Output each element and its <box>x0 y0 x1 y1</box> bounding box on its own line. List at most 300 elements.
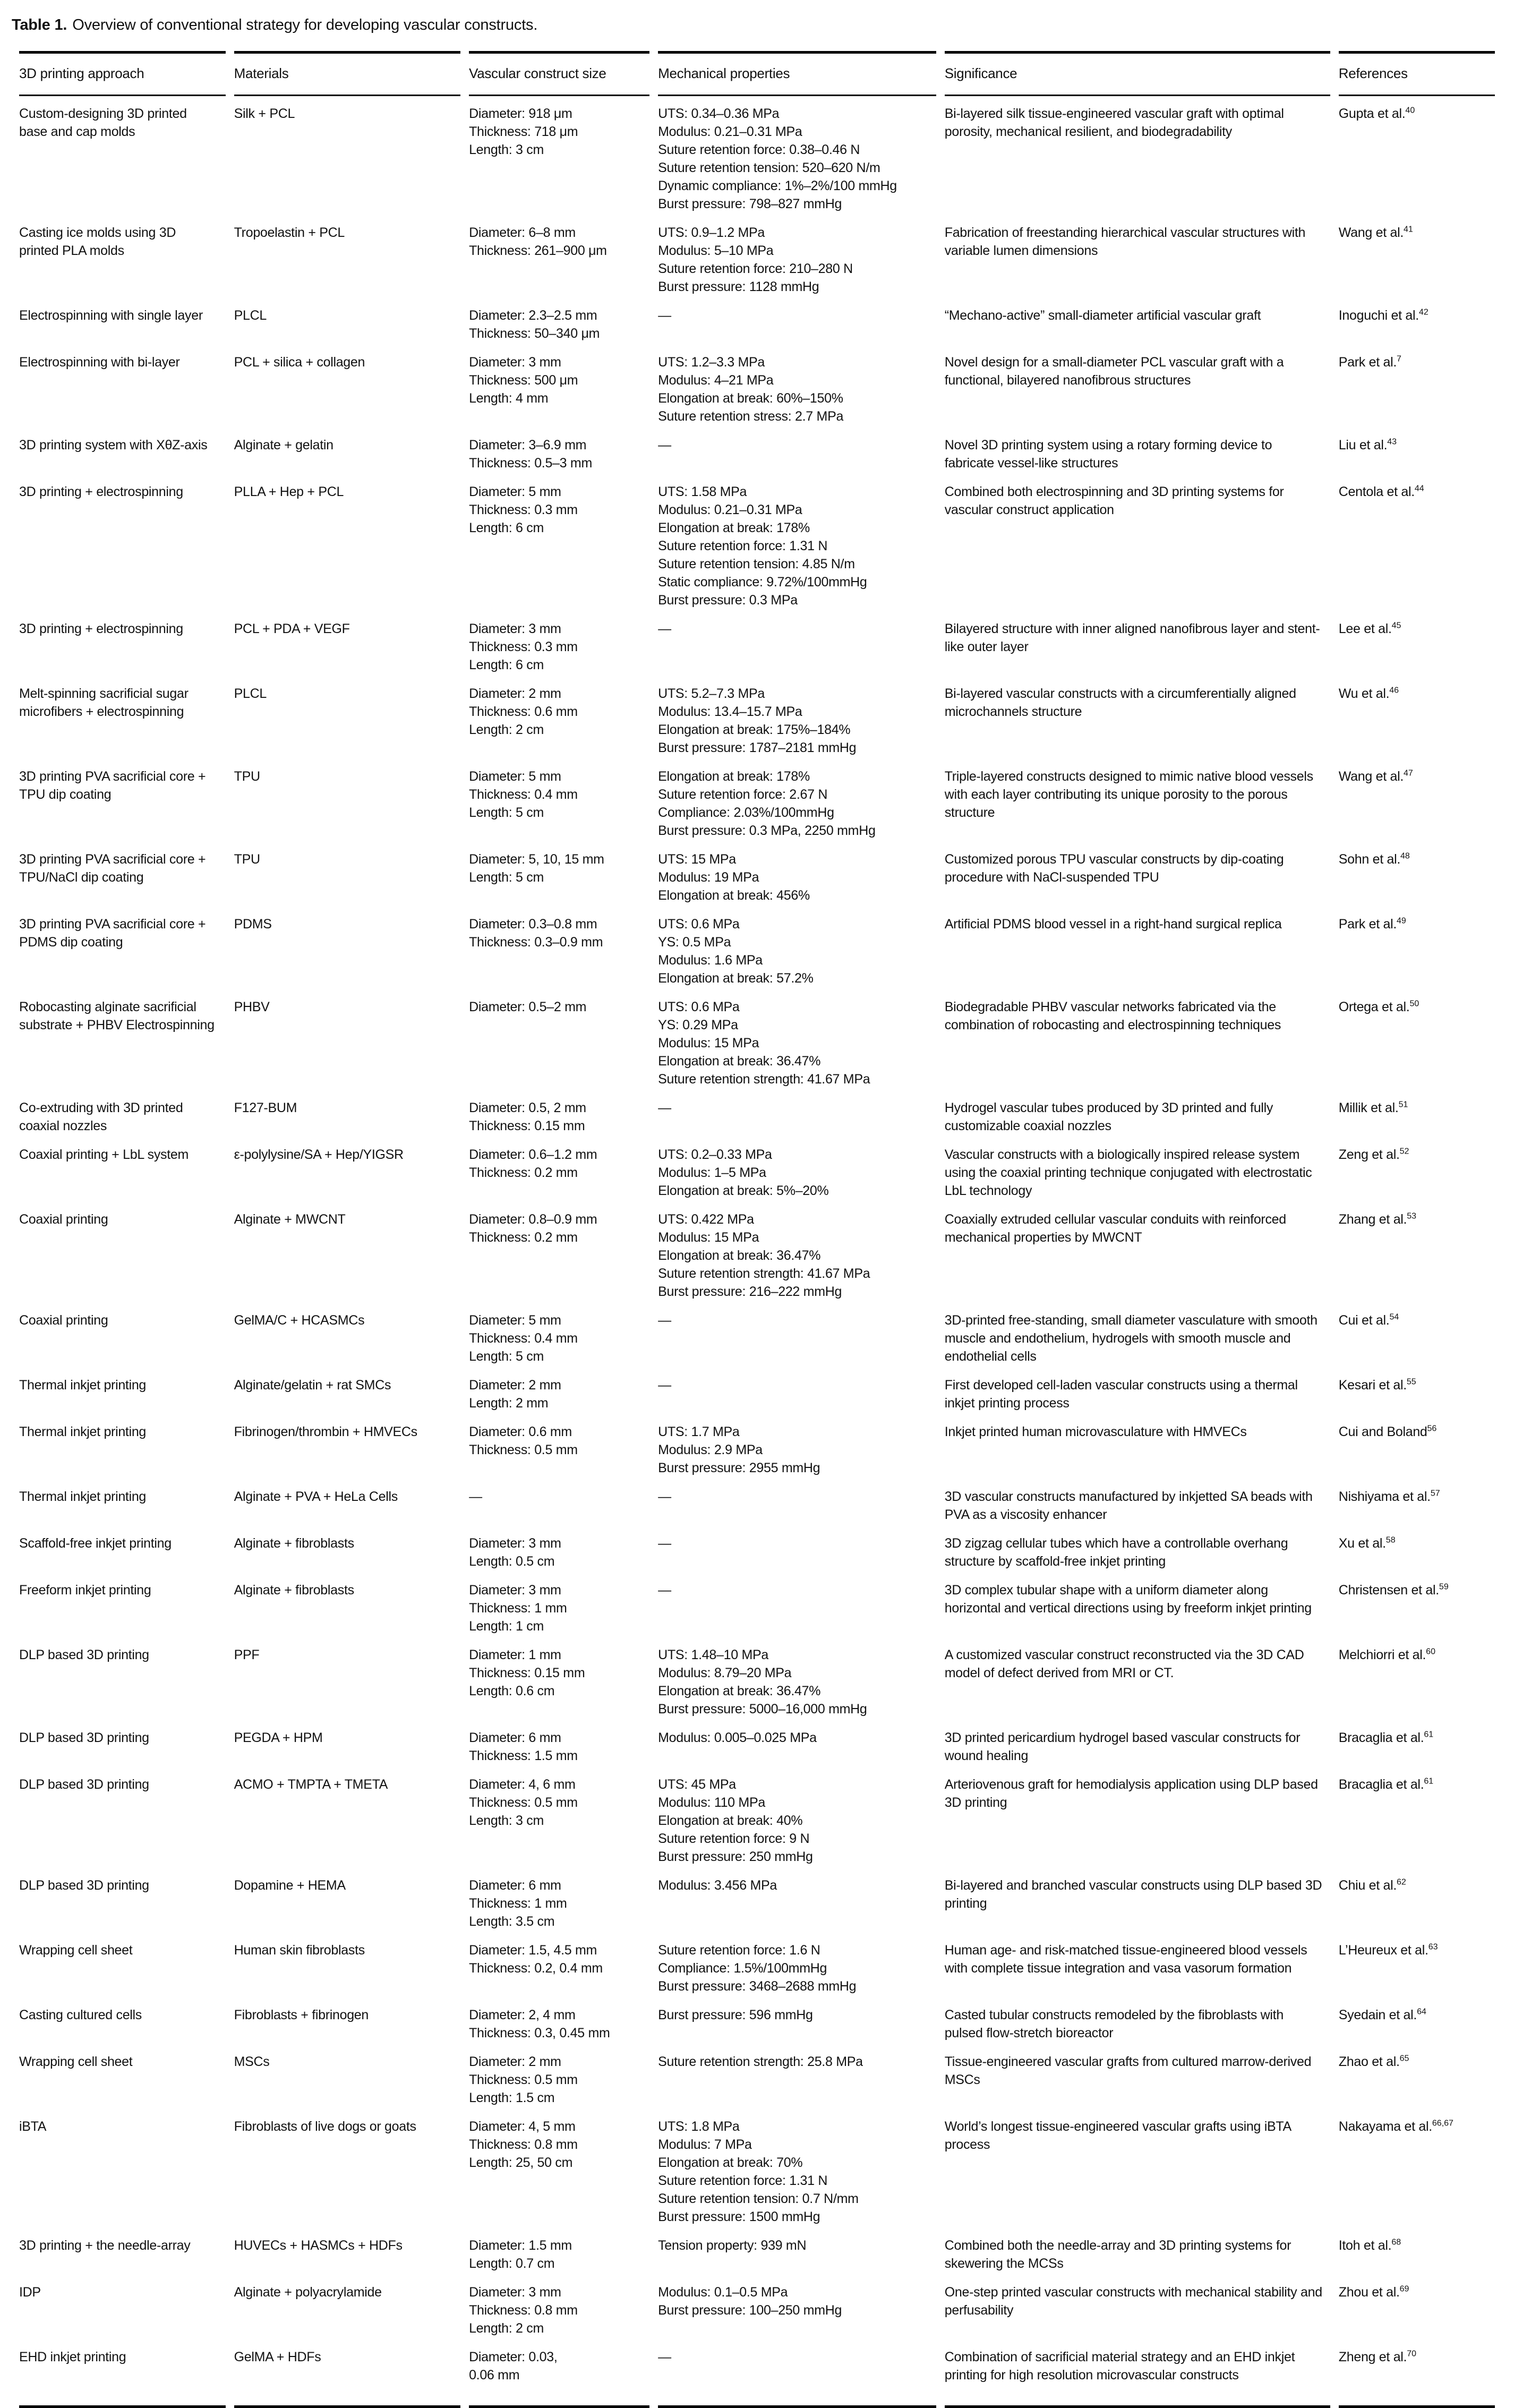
table-row <box>19 1936 1495 2001</box>
table-row <box>19 1418 1495 1482</box>
reference-sup: 58 <box>1385 1535 1396 1545</box>
materials-cell: PCL + silica + collagen <box>234 355 365 370</box>
size-line: Thickness: 718 μm <box>469 124 578 139</box>
table-header <box>19 51 1495 96</box>
column-header-materials: Materials <box>234 51 460 96</box>
size-line: Diameter: 0.5–2 mm <box>469 1000 587 1014</box>
reference-text: Kesari et al. <box>1338 1378 1407 1393</box>
size-line: Diameter: 0.3–0.8 mm <box>469 917 597 932</box>
approach-cell: Casting ice molds using 3D printed PLA molds <box>19 225 176 258</box>
approach-cell: 3D printing system with XθZ-axis <box>19 438 208 452</box>
mech-line: Modulus: 1.6 MPa <box>658 953 763 968</box>
approach-cell: Electrospinning with single layer <box>19 308 203 323</box>
reference-cell <box>1339 301 1495 348</box>
approach-cell: 3D printing PVA sacrificial core + TPU dip coating <box>19 769 206 802</box>
mech-line: Elongation at break: 36.47% <box>658 1054 821 1069</box>
significance-cell: Human age- and risk-matched tissue-engineered blood vessels with complete tissue integration and vasa vasorum formation <box>944 1943 1307 1976</box>
materials-cell: Fibrinogen/thrombin + HMVECs <box>234 1424 417 1439</box>
reference-cell <box>1339 1306 1495 1371</box>
approach-cell: DLP based 3D printing <box>19 1777 149 1792</box>
mech-line: UTS: 15 MPa <box>658 852 736 867</box>
materials-cell: PEGDA + HPM <box>234 1730 323 1745</box>
size-line: Diameter: 5, 10, 15 mm <box>469 852 604 867</box>
mech-line: Elongation at break: 36.47% <box>658 1684 821 1698</box>
table-row <box>19 96 1495 218</box>
size-cell <box>469 1936 649 2001</box>
mech-line: Suture retention force: 9 N <box>658 1831 810 1846</box>
materials-cell: PLLA + Hep + PCL <box>234 484 344 499</box>
reference-text: Bracaglia et al. <box>1338 1730 1424 1745</box>
size-line: Length: 0.7 cm <box>469 2256 555 2271</box>
reference-cell <box>1339 477 1495 614</box>
materials-cell: Alginate + PVA + HeLa Cells <box>234 1489 398 1504</box>
size-line: Length: 1 cm <box>469 1619 544 1634</box>
reference-text: Chiu et al. <box>1338 1878 1397 1893</box>
approach-cell: Electrospinning with bi-layer <box>19 355 180 370</box>
mech-line: Elongation at break: 456% <box>658 888 810 903</box>
size-line: Diameter: 0.6 mm <box>469 1424 572 1439</box>
size-line: Diameter: 3 mm <box>469 621 561 636</box>
significance-cell: Artificial PDMS blood vessel in a right-hand surgical replica <box>944 917 1282 932</box>
materials-cell: Alginate/gelatin + rat SMCs <box>234 1378 391 1393</box>
size-line: Thickness: 0.3–0.9 mm <box>469 935 603 950</box>
size-line: Thickness: 0.5–3 mm <box>469 456 592 471</box>
reference-text: Centola et al. <box>1338 484 1415 499</box>
reference-cell <box>1339 614 1495 679</box>
reference-sup: 50 <box>1409 999 1419 1009</box>
size-cell <box>469 1205 649 1306</box>
approach-cell: Thermal inkjet printing <box>19 1489 147 1504</box>
size-cell <box>469 910 649 993</box>
table-row <box>19 1871 1495 1936</box>
mech-line: UTS: 0.6 MPa <box>658 917 740 932</box>
size-line: Diameter: 1 mm <box>469 1647 561 1662</box>
reference-cell <box>1339 2231 1495 2278</box>
size-line: Thickness: 0.3 mm <box>469 639 578 654</box>
mech-cell <box>658 2112 936 2231</box>
size-line: Length: 4 mm <box>469 391 549 406</box>
reference-text: Zhao et al. <box>1338 2054 1400 2069</box>
table-row <box>19 1306 1495 1371</box>
mech-cell <box>658 2343 936 2408</box>
approach-cell: Coaxial printing <box>19 1212 108 1227</box>
mech-line: Suture retention strength: 41.67 MPa <box>658 1072 870 1087</box>
mech-cell <box>658 1641 936 1723</box>
reference-sup: 64 <box>1417 2007 1426 2017</box>
mech-line: Suture retention force: 0.38–0.46 N <box>658 142 860 157</box>
size-line: Diameter: 3 mm <box>469 1536 561 1551</box>
size-line: Thickness: 1 mm <box>469 1896 567 1911</box>
size-line: Thickness: 0.8 mm <box>469 2303 578 2318</box>
materials-cell: PLCL <box>234 308 267 323</box>
mech-line: Elongation at break: 57.2% <box>658 971 814 986</box>
reference-cell <box>1339 1529 1495 1576</box>
reference-text: Bracaglia et al. <box>1338 1777 1424 1792</box>
materials-cell: PCL + PDA + VEGF <box>234 621 350 636</box>
table-row <box>19 2231 1495 2278</box>
size-line: Diameter: 5 mm <box>469 1313 561 1328</box>
size-line: Diameter: 4, 6 mm <box>469 1777 576 1792</box>
approach-cell: Casting cultured cells <box>19 2008 142 2022</box>
reference-sup: 42 <box>1418 308 1429 317</box>
reference-sup: 43 <box>1387 437 1397 447</box>
mech-line: UTS: 0.6 MPa <box>658 1000 740 1014</box>
significance-cell: “Mechano-active” small-diameter artificial vascular graft <box>944 308 1261 323</box>
mech-cell <box>658 2278 936 2343</box>
mech-line: — <box>658 1100 671 1115</box>
size-cell <box>469 218 649 301</box>
size-cell <box>469 477 649 614</box>
approach-cell: Thermal inkjet printing <box>19 1424 147 1439</box>
reference-text: Zhang et al. <box>1338 1212 1407 1227</box>
size-line: Diameter: 3 mm <box>469 1583 561 1598</box>
reference-sup: 46 <box>1389 686 1399 695</box>
reference-sup: 44 <box>1414 484 1424 493</box>
mech-line: — <box>658 1313 671 1328</box>
size-line: Diameter: 0.6–1.2 mm <box>469 1147 597 1162</box>
mech-line: UTS: 1.8 MPa <box>658 2119 740 2134</box>
mech-cell <box>658 1418 936 1482</box>
significance-cell: 3D complex tubular shape with a uniform diameter along horizontal and vertical directions using by freeform inkjet printing <box>944 1583 1312 1616</box>
approach-cell: DLP based 3D printing <box>19 1878 149 1893</box>
size-line: Thickness: 0.8 mm <box>469 2137 578 2152</box>
mech-line: Burst pressure: 5000–16,000 mmHg <box>658 1702 867 1717</box>
reference-text: Zhou et al. <box>1338 2285 1400 2300</box>
approach-cell: 3D printing + electrospinning <box>19 484 183 499</box>
materials-cell: Alginate + fibroblasts <box>234 1536 354 1551</box>
reference-text: Wang et al. <box>1338 769 1404 784</box>
size-line: Length: 3 cm <box>469 142 544 157</box>
size-line: Diameter: 5 mm <box>469 484 561 499</box>
mech-line: — <box>658 1489 671 1504</box>
mech-line: Modulus: 7 MPa <box>658 2137 752 2152</box>
reference-text: Millik et al. <box>1338 1100 1399 1115</box>
mech-line: Static compliance: 9.72%/100mmHg <box>658 575 867 590</box>
materials-cell: ε-polylysine/SA + Hep/YIGSR <box>234 1147 404 1162</box>
reference-sup: 62 <box>1397 1877 1406 1887</box>
reference-sup: 48 <box>1400 851 1410 861</box>
materials-cell: PDMS <box>234 917 272 932</box>
reference-cell <box>1339 1936 1495 2001</box>
table-row <box>19 477 1495 614</box>
significance-cell: Hydrogel vascular tubes produced by 3D printed and fully customizable coaxial nozzles <box>944 1100 1273 1133</box>
reference-text: Wu et al. <box>1338 686 1390 701</box>
table-row <box>19 1576 1495 1641</box>
size-line: Diameter: 0.5, 2 mm <box>469 1100 586 1115</box>
reference-sup: 51 <box>1398 1100 1408 1109</box>
reference-text: Gupta et al. <box>1338 106 1406 121</box>
mech-cell <box>658 1205 936 1306</box>
reference-sup: 7 <box>1397 354 1401 364</box>
mech-line: Elongation at break: 175%–184% <box>658 722 851 737</box>
mech-cell <box>658 993 936 1094</box>
size-line: Thickness: 0.5 mm <box>469 1795 578 1810</box>
reference-text: L’Heureux et al. <box>1338 1943 1429 1958</box>
mech-cell <box>658 1576 936 1641</box>
mech-cell <box>658 477 936 614</box>
header-row <box>19 51 1495 96</box>
mech-line: Burst pressure: 3468–2688 mmHg <box>658 1979 857 1994</box>
mech-line: Modulus: 8.79–20 MPa <box>658 1666 792 1680</box>
mech-cell <box>658 2001 936 2047</box>
size-line: Thickness: 0.5 mm <box>469 2072 578 2087</box>
approach-cell: Wrapping cell sheet <box>19 1943 133 1958</box>
mech-line: Suture retention force: 2.67 N <box>658 787 828 802</box>
reference-text: Liu et al. <box>1338 438 1388 452</box>
reference-sup: 65 <box>1399 2054 1409 2063</box>
size-cell <box>469 431 649 477</box>
reference-cell <box>1339 679 1495 762</box>
size-cell <box>469 348 649 431</box>
mech-line: Suture retention strength: 41.67 MPa <box>658 1266 870 1281</box>
significance-cell: Coaxially extruded cellular vascular conduits with reinforced mechanical properties by MWCNT <box>944 1212 1286 1245</box>
size-line: Thickness: 1 mm <box>469 1601 567 1616</box>
mech-line: Modulus: 1–5 MPa <box>658 1165 766 1180</box>
reference-text: Itoh et al. <box>1338 2238 1392 2253</box>
reference-text: Park et al. <box>1338 917 1397 932</box>
size-line: Diameter: 1.5 mm <box>469 2238 572 2253</box>
materials-cell: PLCL <box>234 686 267 701</box>
reference-text: Nakayama et al. <box>1338 2119 1432 2134</box>
mech-line: Elongation at break: 5%–20% <box>658 1183 829 1198</box>
significance-cell: Bi-layered vascular constructs with a circumferentially aligned microchannels structure <box>944 686 1296 719</box>
size-line: Length: 5 cm <box>469 1349 544 1364</box>
table-row <box>19 348 1495 431</box>
size-line: Thickness: 0.6 mm <box>469 704 578 719</box>
reference-cell <box>1339 218 1495 301</box>
size-line: Thickness: 0.5 mm <box>469 1442 578 1457</box>
size-line: Length: 1.5 cm <box>469 2090 555 2105</box>
table-title-label: Table 1. <box>12 16 67 33</box>
mech-cell <box>658 679 936 762</box>
table-row <box>19 218 1495 301</box>
significance-cell: Bi-layered and branched vascular constructs using DLP based 3D printing <box>944 1878 1322 1911</box>
mech-line: Burst pressure: 1500 mmHg <box>658 2209 820 2224</box>
size-cell <box>469 2343 649 2408</box>
significance-cell: Customized porous TPU vascular constructs by dip-coating procedure with NaCl-suspended TPU <box>944 852 1284 885</box>
mech-cell <box>658 96 936 218</box>
mech-line: Elongation at break: 36.47% <box>658 1248 821 1263</box>
mech-line: Suture retention force: 1.6 N <box>658 1943 820 1958</box>
significance-cell: Bi-layered silk tissue-engineered vascular graft with optimal porosity, mechanical resilient, and biodegradability <box>944 106 1284 139</box>
reference-text: Cui et al. <box>1338 1313 1390 1328</box>
significance-cell: 3D printed pericardium hydrogel based vascular constructs for wound healing <box>944 1730 1301 1763</box>
size-line: Diameter: 0.8–0.9 mm <box>469 1212 597 1227</box>
mech-line: Modulus: 3.456 MPa <box>658 1878 777 1893</box>
mech-cell <box>658 762 936 845</box>
mech-line: Modulus: 110 MPa <box>658 1795 765 1810</box>
table-row <box>19 910 1495 993</box>
approach-cell: iBTA <box>19 2119 47 2134</box>
reference-sup: 40 <box>1405 106 1415 115</box>
reference-cell <box>1339 348 1495 431</box>
mech-cell <box>658 910 936 993</box>
reference-sup: 57 <box>1430 1489 1440 1498</box>
approach-cell: Co-extruding with 3D printed coaxial nozzles <box>19 1100 183 1133</box>
significance-cell: One-step printed vascular constructs with mechanical stability and perfusability <box>944 2285 1322 2318</box>
approach-cell: Coaxial printing <box>19 1313 108 1328</box>
mech-line: Burst pressure: 216–222 mmHg <box>658 1284 842 1299</box>
significance-cell: A customized vascular construct reconstructed via the 3D CAD model of defect derived from MRI or CT. <box>944 1647 1304 1680</box>
significance-cell: Novel 3D printing system using a rotary forming device to fabricate vessel-like structures <box>944 438 1272 471</box>
materials-cell: F127-BUM <box>234 1100 297 1115</box>
size-cell <box>469 1576 649 1641</box>
mech-cell <box>658 301 936 348</box>
size-line: Thickness: 0.4 mm <box>469 787 578 802</box>
mech-cell <box>658 1140 936 1205</box>
mech-line: UTS: 1.48–10 MPa <box>658 1647 768 1662</box>
reference-cell <box>1339 1482 1495 1529</box>
size-cell <box>469 845 649 910</box>
reference-text: Nishiyama et al. <box>1338 1489 1431 1504</box>
mech-line: Burst pressure: 0.3 MPa <box>658 593 798 608</box>
table-row <box>19 1140 1495 1205</box>
reference-sup: 61 <box>1424 1777 1434 1786</box>
size-line: Thickness: 0.2 mm <box>469 1165 578 1180</box>
table-row <box>19 845 1495 910</box>
mech-line: Modulus: 19 MPa <box>658 870 759 885</box>
size-line: Thickness: 0.4 mm <box>469 1331 578 1346</box>
reference-text: Zheng et al. <box>1338 2350 1407 2364</box>
significance-cell: Combined both the needle-array and 3D printing systems for skewering the MCSs <box>944 2238 1291 2271</box>
materials-cell: ACMO + TMPTA + TMETA <box>234 1777 388 1792</box>
table-row <box>19 679 1495 762</box>
mech-cell <box>658 431 936 477</box>
significance-cell: Fabrication of freestanding hierarchical vascular structures with variable lumen dimensions <box>944 225 1306 258</box>
table-row <box>19 1770 1495 1871</box>
reference-cell <box>1339 96 1495 218</box>
mech-line: Suture retention tension: 0.7 N/mm <box>658 2191 859 2206</box>
significance-cell: 3D zigzag cellular tubes which have a controllable overhang structure by scaffold-free inkjet printing <box>944 1536 1288 1569</box>
significance-cell: Inkjet printed human microvasculature with HMVECs <box>944 1424 1247 1439</box>
size-line: Thickness: 500 μm <box>469 373 578 388</box>
materials-cell: MSCs <box>234 2054 270 2069</box>
reference-cell <box>1339 1770 1495 1871</box>
reference-sup: 41 <box>1404 225 1413 234</box>
size-line: Diameter: 2 mm <box>469 1378 561 1393</box>
reference-text: Wang et al. <box>1338 225 1404 240</box>
size-line: Diameter: 2, 4 mm <box>469 2008 576 2022</box>
mech-cell <box>658 1723 936 1770</box>
table-row <box>19 1094 1495 1140</box>
column-header-approach: 3D printing approach <box>19 51 226 96</box>
mech-cell <box>658 1371 936 1418</box>
size-cell <box>469 2047 649 2112</box>
reference-text: Zeng et al. <box>1338 1147 1400 1162</box>
reference-text: Syedain et al. <box>1338 2008 1417 2022</box>
size-cell <box>469 1529 649 1576</box>
size-line: — <box>469 1489 482 1504</box>
reference-sup: 66,67 <box>1432 2119 1453 2128</box>
reference-text: Sohn et al. <box>1338 852 1400 867</box>
table-row <box>19 1529 1495 1576</box>
materials-cell: PPF <box>234 1647 260 1662</box>
size-cell <box>469 96 649 218</box>
reference-sup: 52 <box>1399 1147 1409 1156</box>
mech-line: Suture retention force: 1.31 N <box>658 2173 828 2188</box>
mech-line: Burst pressure: 596 mmHg <box>658 2008 813 2022</box>
reference-sup: 68 <box>1391 2238 1401 2247</box>
approach-cell: Freeform inkjet printing <box>19 1583 151 1598</box>
size-cell <box>469 1723 649 1770</box>
size-cell <box>469 2001 649 2047</box>
mech-cell <box>658 2231 936 2278</box>
size-cell <box>469 2231 649 2278</box>
size-cell <box>469 1770 649 1871</box>
size-line: Length: 0.6 cm <box>469 1684 555 1698</box>
approach-cell: Wrapping cell sheet <box>19 2054 133 2069</box>
mech-line: Suture retention force: 1.31 N <box>658 539 828 553</box>
size-line: Length: 3 cm <box>469 1813 544 1828</box>
size-line: Diameter: 0.03, <box>469 2350 558 2364</box>
mech-line: — <box>658 438 671 452</box>
table-body <box>19 96 1495 2408</box>
size-cell <box>469 301 649 348</box>
reference-cell <box>1339 2001 1495 2047</box>
mech-line: Elongation at break: 40% <box>658 1813 803 1828</box>
table-row <box>19 2343 1495 2408</box>
size-line: Diameter: 2 mm <box>469 686 561 701</box>
approach-cell: 3D printing PVA sacrificial core + PDMS dip coating <box>19 917 206 950</box>
mech-cell <box>658 845 936 910</box>
mech-cell <box>658 1306 936 1371</box>
approach-cell: IDP <box>19 2285 41 2300</box>
materials-cell: TPU <box>234 852 260 867</box>
column-header-references: References <box>1339 51 1495 96</box>
materials-cell: GelMA/C + HCASMCs <box>234 1313 365 1328</box>
table-row <box>19 2001 1495 2047</box>
size-line: Diameter: 918 μm <box>469 106 572 121</box>
table-title-text: Overview of conventional strategy for developing vascular constructs. <box>72 16 538 33</box>
table-row <box>19 2278 1495 2343</box>
mech-line: UTS: 0.2–0.33 MPa <box>658 1147 772 1162</box>
table-row <box>19 762 1495 845</box>
mech-line: UTS: 1.2–3.3 MPa <box>658 355 765 370</box>
mech-line: Dynamic compliance: 1%–2%/100 mmHg <box>658 178 897 193</box>
significance-cell: World’s longest tissue-engineered vascular grafts using iBTA process <box>944 2119 1291 2152</box>
approach-cell: Scaffold-free inkjet printing <box>19 1536 172 1551</box>
size-line: Thickness: 0.3 mm <box>469 502 578 517</box>
size-cell <box>469 1306 649 1371</box>
reference-text: Lee et al. <box>1338 621 1392 636</box>
reference-text: Park et al. <box>1338 355 1397 370</box>
size-cell <box>469 2112 649 2231</box>
mech-line: YS: 0.5 MPa <box>658 935 731 950</box>
reference-sup: 55 <box>1406 1377 1416 1387</box>
mech-cell <box>658 1770 936 1871</box>
mech-line: Modulus: 0.005–0.025 MPa <box>658 1730 817 1745</box>
materials-cell: Alginate + fibroblasts <box>234 1583 354 1598</box>
table-row <box>19 431 1495 477</box>
mech-cell <box>658 2047 936 2112</box>
reference-sup: 69 <box>1399 2284 1409 2294</box>
reference-cell <box>1339 1871 1495 1936</box>
table-row <box>19 301 1495 348</box>
size-line: Length: 2 cm <box>469 722 544 737</box>
mech-line: Elongation at break: 178% <box>658 769 810 784</box>
size-line: Length: 6 cm <box>469 520 544 535</box>
size-cell <box>469 762 649 845</box>
mech-line: Suture retention stress: 2.7 MPa <box>658 409 844 424</box>
materials-cell: Alginate + MWCNT <box>234 1212 346 1227</box>
mech-line: Burst pressure: 250 mmHg <box>658 1849 813 1864</box>
mech-line: UTS: 1.7 MPa <box>658 1424 740 1439</box>
mech-cell <box>658 1871 936 1936</box>
materials-cell: Silk + PCL <box>234 106 295 121</box>
size-line: Diameter: 4, 5 mm <box>469 2119 576 2134</box>
mech-line: UTS: 0.34–0.36 MPa <box>658 106 780 121</box>
mech-cell <box>658 218 936 301</box>
